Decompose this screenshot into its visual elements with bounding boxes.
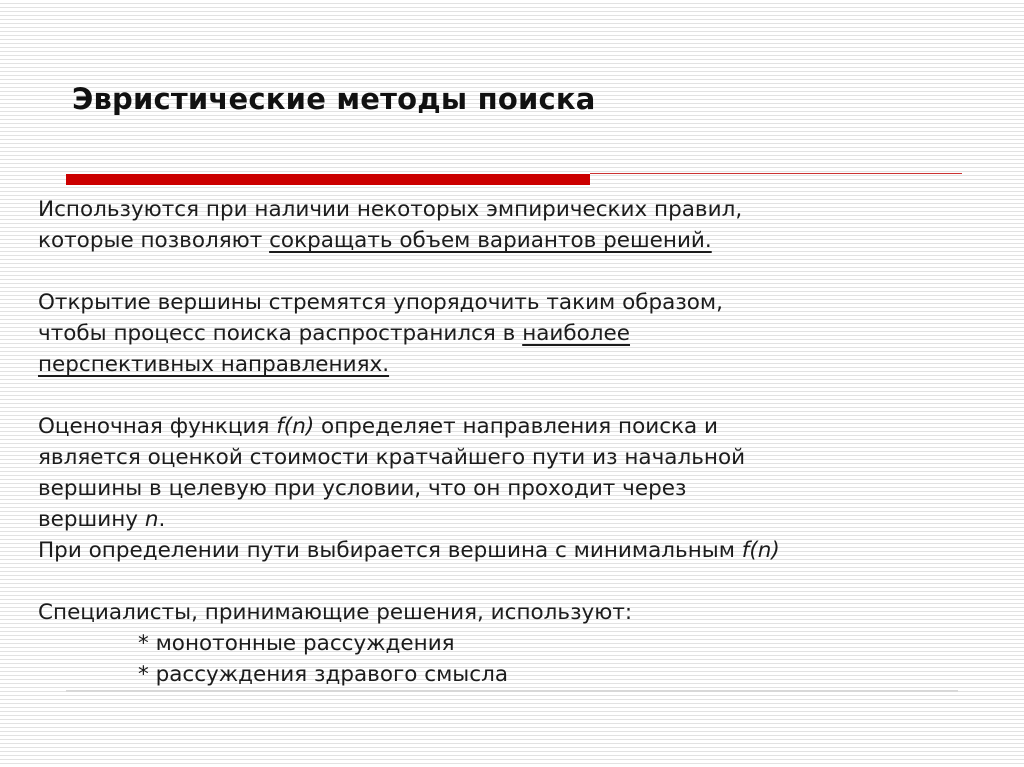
para4-line1: Специалисты, принимающие решения, используют: (38, 600, 633, 625)
para1-line1: Используются при наличии некоторых эмпирических правил, (38, 197, 743, 222)
bullet-monotonic: * монотонные рассуждения (138, 631, 455, 656)
underlined-phrase-directions: перспективных направлениях. (38, 352, 390, 377)
para3-line3: вершины в целевую при условии, что он проходит через (38, 476, 687, 501)
function-fn-2: f(n) (741, 538, 780, 563)
para3-line5-prefix: При определении пути выбирается вершина с минимальным (38, 538, 742, 563)
para2-line1: Открытие вершины стремятся упорядочить таким образом, (38, 290, 723, 315)
para1-line2-text: которые позволяют (38, 228, 270, 253)
title-divider-thin (590, 173, 962, 174)
para2-line3 (38, 349, 998, 380)
bullet-common-sense: * рассуждения здравого смысла (138, 662, 509, 687)
underlined-phrase-most: наиболее (522, 321, 631, 346)
slide-content (38, 194, 998, 690)
para3-line4 (38, 504, 998, 535)
function-fn: f(n) (276, 414, 315, 439)
para3-line4-suffix: . (158, 507, 166, 532)
para3-line1 (38, 411, 998, 442)
title-divider-red (66, 174, 590, 185)
underlined-phrase-reduce: сокращать объем вариантов решений. (269, 228, 712, 253)
para2-line2-text: чтобы процесс поиска распространился в (38, 321, 523, 346)
para3-line2: является оценкой стоимости кратчайшего пути из начальной (38, 445, 746, 470)
slide-title: Эвристические методы поиска (72, 82, 596, 116)
para2-line2 (38, 318, 998, 349)
para3-line4-prefix: вершину (38, 507, 145, 532)
para3-line5 (38, 535, 998, 566)
variable-n: n (144, 507, 159, 532)
para3-line1-prefix: Оценочная функция (38, 414, 277, 439)
para3-line1-suffix: определяет направления поиска и (314, 414, 719, 439)
para1-line2 (38, 225, 998, 256)
bottom-divider (66, 690, 958, 692)
